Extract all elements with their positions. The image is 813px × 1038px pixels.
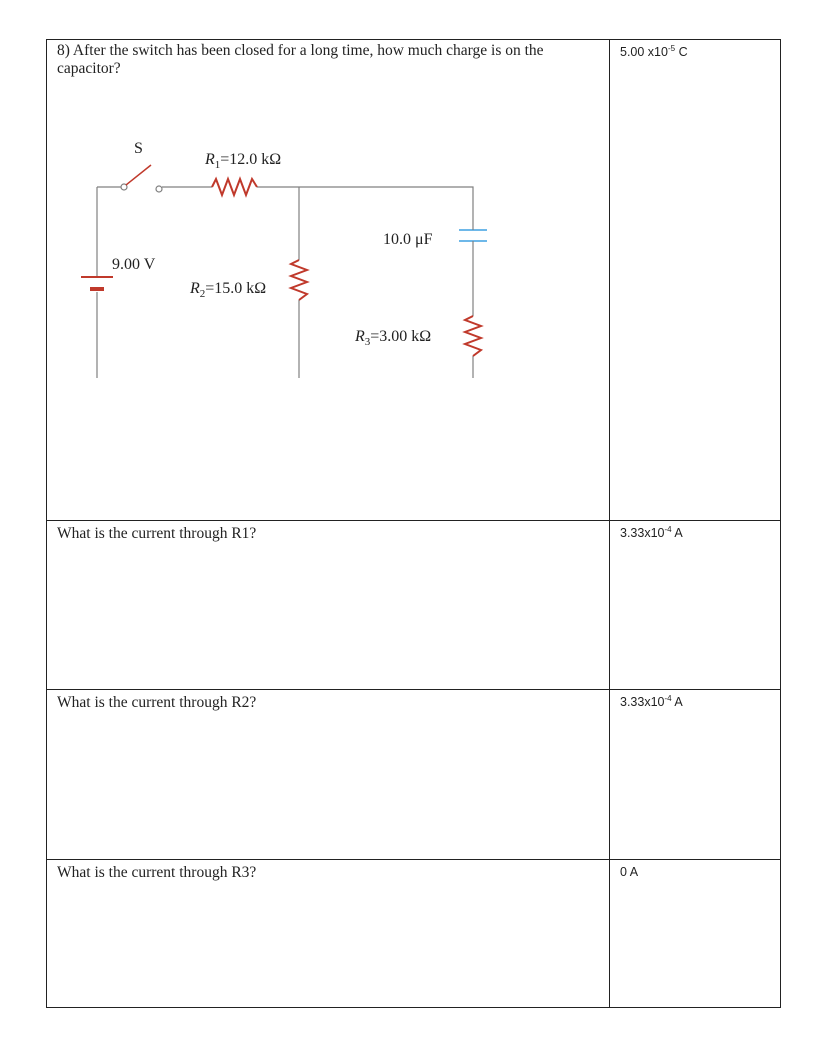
question-prompt-r1: What is the current through R1? [57, 525, 257, 542]
answer-cell-8 [610, 40, 781, 521]
resistor-r3 [465, 316, 481, 356]
switch [121, 165, 162, 192]
question-prompt-8: 8) After the switch has been closed for a long time, how much charge is on the capacitor? [57, 42, 544, 77]
answer-r1: $3.33x10^{-4}$ A [620, 525, 683, 540]
r2-label: $R_2=15.0$ kΩ [190, 280, 267, 300]
answer-8: 5.00 $x10^{-5}$ C [620, 44, 688, 59]
battery [81, 277, 113, 289]
resistor-r2 [291, 260, 307, 300]
resistor-r1 [212, 179, 257, 195]
question-prompt-r3: What is the current through R3? [57, 864, 257, 881]
capacitor-label: 10.0 μF [383, 231, 433, 248]
battery-label: 9.00 V [112, 256, 156, 273]
switch-label: S [134, 140, 143, 157]
answer-r3: 0 A [620, 865, 639, 879]
wire-top-right [257, 187, 473, 227]
question-cell-r2 [47, 690, 610, 860]
circuit-diagram [47, 78, 607, 378]
answer-cell-r1 [610, 521, 781, 690]
question-cell-r3 [47, 860, 610, 1008]
question-prompt-r2: What is the current through R2? [57, 694, 257, 711]
capacitor [459, 227, 487, 246]
question-table [46, 39, 781, 1008]
answer-cell-r3 [610, 860, 781, 1008]
question-cell-8 [47, 40, 610, 521]
answer-cell-r2 [610, 690, 781, 860]
answer-r2: $3.33x10^{-4}$ A [620, 694, 683, 709]
r1-label: $R_1=12.0$ kΩ [205, 151, 282, 171]
question-cell-r1 [47, 521, 610, 690]
r3-label: $R_3=3.00$ kΩ [355, 328, 432, 348]
